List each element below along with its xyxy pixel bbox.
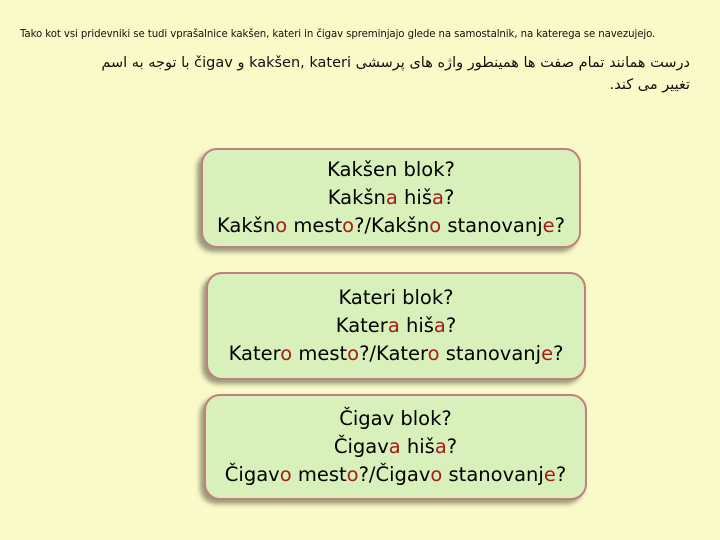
text-segment: mest (292, 342, 348, 365)
text-segment: Kakšn (216, 214, 276, 237)
highlighted-ending: o (279, 463, 292, 486)
example-line (327, 156, 455, 184)
kateri-example-box (206, 272, 586, 380)
highlighted-ending: o (427, 342, 440, 365)
text-segment: hiš (399, 314, 434, 337)
example-line (336, 312, 456, 340)
text-segment: mest (287, 214, 343, 237)
text-segment: ? (553, 342, 564, 365)
text-segment: ?/Čigav (358, 463, 431, 486)
example-line (339, 405, 451, 433)
highlighted-ending: o (429, 214, 442, 237)
text-segment: stanovanj (439, 342, 542, 365)
highlighted-ending: a (387, 314, 400, 337)
intro-persian-text (10, 52, 690, 96)
intro-persian-line-2: تغییر می کند. (609, 77, 690, 93)
text-segment: ?/Kakšn (354, 214, 430, 237)
highlighted-ending: a (432, 186, 444, 209)
text-segment: Kateri blok? (338, 286, 454, 309)
text-segment: ? (443, 186, 455, 209)
text-segment: Čigav (333, 435, 389, 458)
example-line (338, 284, 453, 312)
text-segment: hiš (400, 435, 435, 458)
highlighted-ending: a (388, 435, 401, 458)
example-line (334, 433, 457, 461)
text-segment: Čigav (224, 463, 280, 486)
example-line (217, 212, 565, 240)
text-segment: Čigav blok? (339, 407, 452, 430)
text-segment: Kater (228, 342, 281, 365)
highlighted-ending: o (430, 463, 443, 486)
text-segment: ? (445, 314, 457, 337)
intro-slovene-text: Tako kot vsi pridevniki se tudi vprašalnice kakšen, kateri in čigav spreminjajo glede na samostalnik, na katerega se navezujejo. (20, 29, 656, 40)
text-segment: Kakšn (327, 186, 386, 209)
highlighted-ending: o (347, 342, 360, 365)
text-segment: Kakšen blok? (327, 158, 455, 181)
example-line (229, 340, 564, 368)
highlighted-ending: o (275, 214, 288, 237)
text-segment: mest (291, 463, 347, 486)
highlighted-ending: o (342, 214, 355, 237)
intro-persian-line-1: درست همانند تمام صفت ها همینطور واژه های پرسشی kakšen, kateri و čigav با توجه به اسم (101, 55, 690, 71)
highlighted-ending: a (433, 314, 446, 337)
highlighted-ending: e (543, 463, 556, 486)
text-segment: stanovanj (442, 463, 544, 486)
text-segment: hiš (397, 186, 432, 209)
highlighted-ending: o (346, 463, 359, 486)
highlighted-ending: a (385, 186, 398, 209)
cigav-example-box (204, 394, 587, 500)
text-segment: ?/Kater (359, 342, 428, 365)
highlighted-ending: o (280, 342, 293, 365)
text-segment: ? (555, 463, 567, 486)
highlighted-ending: e (541, 342, 554, 365)
example-line (328, 184, 455, 212)
example-line (225, 461, 566, 489)
kaksen-example-box (201, 148, 581, 248)
text-segment: stanovanj (441, 214, 543, 237)
text-segment: ? (446, 435, 458, 458)
highlighted-ending: a (434, 435, 447, 458)
text-segment: ? (554, 214, 566, 237)
highlighted-ending: e (542, 214, 555, 237)
text-segment: Kater (335, 314, 388, 337)
